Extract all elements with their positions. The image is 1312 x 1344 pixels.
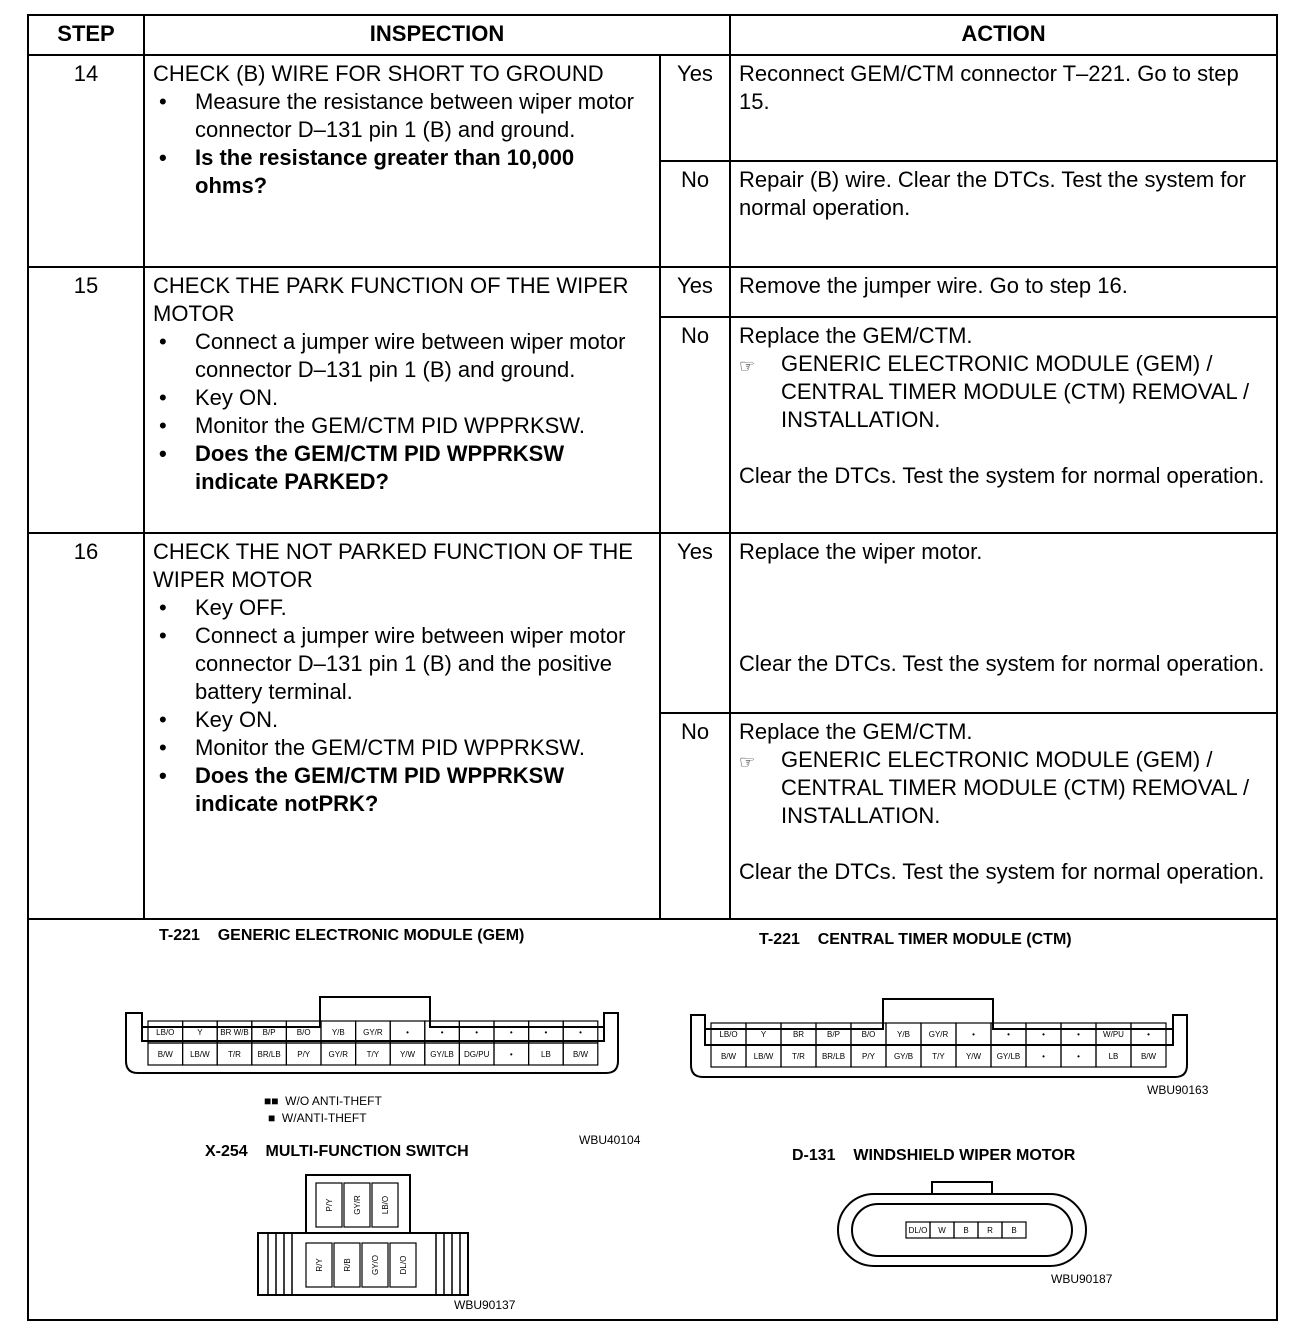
no-label: No: [660, 317, 730, 533]
ctm-connector-label: T-221 CENTRAL TIMER MODULE (CTM): [759, 931, 1072, 948]
connector-pin-label: B/O: [296, 1028, 311, 1037]
connector-pin-label: T/Y: [932, 1052, 945, 1061]
connector-pin-label: DL/O: [399, 1255, 408, 1275]
inspection-cell: [144, 533, 660, 919]
yes-action: Remove the jumper wire. Go to step 16.: [730, 267, 1276, 317]
yes-action-followup: Clear the DTCs. Test the system for normal operation.: [739, 651, 1265, 676]
inspection-title: CHECK (B) WIRE FOR SHORT TO GROUND: [153, 61, 604, 86]
yes-label: Yes: [660, 55, 730, 161]
yes-action-cell: [730, 533, 1276, 713]
connector-pin-label: R/B: [343, 1258, 352, 1272]
connector-pin-label: W/PU: [1103, 1030, 1124, 1039]
inspection-bullet: • Monitor the GEM/CTM PID WPPRKSW.: [153, 412, 651, 440]
procedure-reference: [739, 350, 1268, 434]
step-number: 14: [29, 55, 144, 267]
connector-pin-label: DG/PU: [464, 1050, 490, 1059]
inspection-cell: [144, 55, 660, 267]
connector-pin-label: •: [579, 1028, 582, 1037]
connector-pin-label: •: [1042, 1030, 1045, 1039]
wiper-connector-label: D-131 WINDSHIELD WIPER MOTOR: [792, 1147, 1076, 1164]
connector-pin-label: •: [544, 1028, 548, 1037]
connector-pin-label: B/W: [720, 1052, 737, 1061]
inspection-bullet: • Connect a jumper wire between wiper motor connector D–131 pin 1 (B) and the positive battery terminal.: [153, 622, 651, 706]
inspection-question: • Does the GEM/CTM PID WPPRKSW indicate notPRK?: [153, 762, 651, 818]
connector-pin-label: •: [406, 1028, 409, 1037]
connector-pin-label: •: [1077, 1052, 1080, 1061]
no-action: Replace the GEM/CTM.: [739, 719, 973, 744]
table-row: [29, 533, 1276, 713]
procedure-reference: [739, 746, 1268, 830]
connector-pin-label: P/Y: [325, 1198, 334, 1212]
no-action: Replace the GEM/CTM.: [739, 323, 973, 348]
mfs-connector-diagram: [254, 1171, 474, 1301]
inspection-title: CHECK THE NOT PARKED FUNCTION OF THE WIPER MOTOR: [153, 539, 633, 592]
step-number: 16: [29, 533, 144, 919]
connector-pin-label: LB/O: [156, 1028, 175, 1037]
reference-link-text[interactable]: GENERIC ELECTRONIC MODULE (GEM) / CENTRAL TIMER MODULE (CTM) REMOVAL / INSTALLATION.: [781, 747, 1250, 828]
connector-pin-label: B/W: [572, 1050, 589, 1059]
gem-figure-id: WBU40104: [579, 1133, 641, 1147]
connector-pin-label: BR: [792, 1030, 805, 1039]
gem-connector-label: T-221 GENERIC ELECTRONIC MODULE (GEM): [159, 927, 525, 944]
inspection-bullet: • Connect a jumper wire between wiper motor connector D–131 pin 1 (B) and ground.: [153, 328, 651, 384]
connector-pin-label: •: [1077, 1030, 1080, 1039]
connector-pin-label: Y: [197, 1028, 203, 1037]
inspection-question: • Is the resistance greater than 10,000 ohms?: [153, 144, 651, 200]
connector-pin-label: T/Y: [366, 1050, 380, 1059]
inspection-bullet: • Key ON.: [153, 706, 651, 734]
step-number: 15: [29, 267, 144, 533]
connector-pin-label: GY/LB: [430, 1050, 454, 1059]
connector-pin-label: •: [509, 1050, 513, 1059]
connector-pin-label: B: [963, 1226, 969, 1235]
connector-pin-label: B/W: [1140, 1052, 1157, 1061]
inspection-bullet: • Measure the resistance between wiper motor connector D–131 pin 1 (B) and ground.: [153, 88, 651, 144]
connector-pin-label: Y/W: [399, 1050, 416, 1059]
mfs-figure-id: WBU90137: [454, 1298, 516, 1312]
ctm-connector-diagram: [689, 965, 1199, 1105]
connector-pin-label: BR/LB: [821, 1052, 846, 1061]
no-label: No: [660, 161, 730, 267]
connector-pin-label: LB/W: [190, 1050, 210, 1059]
connector-pin-label: LB/O: [719, 1030, 738, 1039]
inspection-bullet: • Key OFF.: [153, 594, 651, 622]
table-row: [29, 267, 1276, 317]
connector-pin-label: DL/O: [908, 1226, 928, 1235]
pinpoint-test-table: [29, 16, 1276, 920]
connector-pin-label: Y/B: [331, 1028, 345, 1037]
connector-pin-label: B/O: [861, 1030, 876, 1039]
connector-pin-label: GY/R: [328, 1050, 349, 1059]
inspection-bullet: • Monitor the GEM/CTM PID WPPRKSW.: [153, 734, 651, 762]
gem-legend-2: ■ W/ANTI-THEFT: [268, 1111, 367, 1125]
no-action-followup: Clear the DTCs. Test the system for normal operation.: [739, 463, 1265, 488]
inspection-bullet: • Key ON.: [153, 384, 651, 412]
step-header: STEP: [29, 16, 144, 55]
inspection-cell: [144, 267, 660, 533]
connector-pin-label: Y: [760, 1030, 767, 1039]
connector-pin-label: GY/R: [363, 1028, 383, 1037]
connector-pin-label: BR W/B: [220, 1028, 249, 1037]
connector-pin-label: LB/W: [753, 1052, 774, 1061]
action-header: ACTION: [730, 16, 1276, 55]
gem-legend-1: ■■ W/O ANTI-THEFT: [264, 1094, 382, 1108]
connector-pin-label: LB/O: [381, 1195, 390, 1215]
pointing-hand-icon: ☞: [739, 752, 756, 772]
no-label: No: [660, 713, 730, 919]
connector-pin-label: GY/R: [353, 1195, 362, 1215]
connector-pin-label: R: [987, 1226, 993, 1235]
procedure-page: [27, 14, 1278, 1321]
connector-pin-label: T/R: [228, 1050, 241, 1059]
yes-label: Yes: [660, 267, 730, 317]
no-action-followup: Clear the DTCs. Test the system for normal operation.: [739, 859, 1265, 884]
inspection-title: CHECK THE PARK FUNCTION OF THE WIPER MOTOR: [153, 273, 629, 326]
connector-pin-label: GY/R: [928, 1030, 949, 1039]
connector-pin-label: GY/LB: [996, 1052, 1021, 1061]
no-action: Repair (B) wire. Clear the DTCs. Test the system for normal operation.: [730, 161, 1276, 267]
connector-pin-label: •: [475, 1028, 479, 1037]
connector-pin-label: Y/W: [965, 1052, 982, 1061]
connector-pin-label: BR/LB: [257, 1050, 281, 1059]
no-action-cell: [730, 317, 1276, 533]
connector-pin-label: B/P: [827, 1030, 840, 1039]
connector-pin-label: LB: [1108, 1052, 1119, 1061]
table-row: [29, 55, 1276, 161]
inspection-question: • Does the GEM/CTM PID WPPRKSW indicate PARKED?: [153, 440, 651, 496]
wiper-figure-id: WBU90187: [1051, 1272, 1113, 1286]
connector-pin-label: GY/B: [893, 1052, 914, 1061]
connector-pin-label: W: [938, 1226, 946, 1235]
yes-action: Replace the wiper motor.: [739, 539, 983, 564]
wiper-connector-diagram: [834, 1176, 1094, 1276]
reference-link-text[interactable]: GENERIC ELECTRONIC MODULE (GEM) / CENTRAL TIMER MODULE (CTM) REMOVAL / INSTALLATION.: [781, 351, 1250, 432]
connector-diagrams: [29, 921, 1276, 1321]
connector-pin-label: •: [1147, 1030, 1150, 1039]
connector-pin-label: B: [1011, 1226, 1017, 1235]
connector-pin-label: T/R: [792, 1052, 805, 1061]
connector-pin-label: LB: [541, 1050, 551, 1059]
connector-pin-label: P/Y: [862, 1052, 875, 1061]
gem-connector-diagram: [124, 961, 634, 1101]
connector-pin-label: B/W: [157, 1050, 173, 1059]
table-header-row: [29, 16, 1276, 55]
connector-pin-label: •: [509, 1028, 513, 1037]
connector-pin-label: •: [440, 1028, 444, 1037]
connector-pin-label: GY/O: [371, 1254, 380, 1276]
no-action-cell: [730, 713, 1276, 919]
connector-pin-label: •: [972, 1030, 975, 1039]
connector-pin-label: Y/B: [897, 1030, 910, 1039]
connector-pin-label: R/Y: [315, 1258, 324, 1272]
connector-pin-label: P/Y: [297, 1050, 311, 1059]
connector-pin-label: •: [1042, 1052, 1045, 1061]
connector-pin-label: B/P: [262, 1028, 276, 1037]
ctm-figure-id: WBU90163: [1147, 1083, 1209, 1097]
yes-label: Yes: [660, 533, 730, 713]
mfs-connector-label: X-254 MULTI-FUNCTION SWITCH: [205, 1143, 469, 1160]
inspection-header: INSPECTION: [144, 16, 730, 55]
connector-pin-label: •: [1007, 1030, 1010, 1039]
yes-action: Reconnect GEM/CTM connector T–221. Go to step 15.: [730, 55, 1276, 161]
pointing-hand-icon: ☞: [739, 356, 756, 376]
